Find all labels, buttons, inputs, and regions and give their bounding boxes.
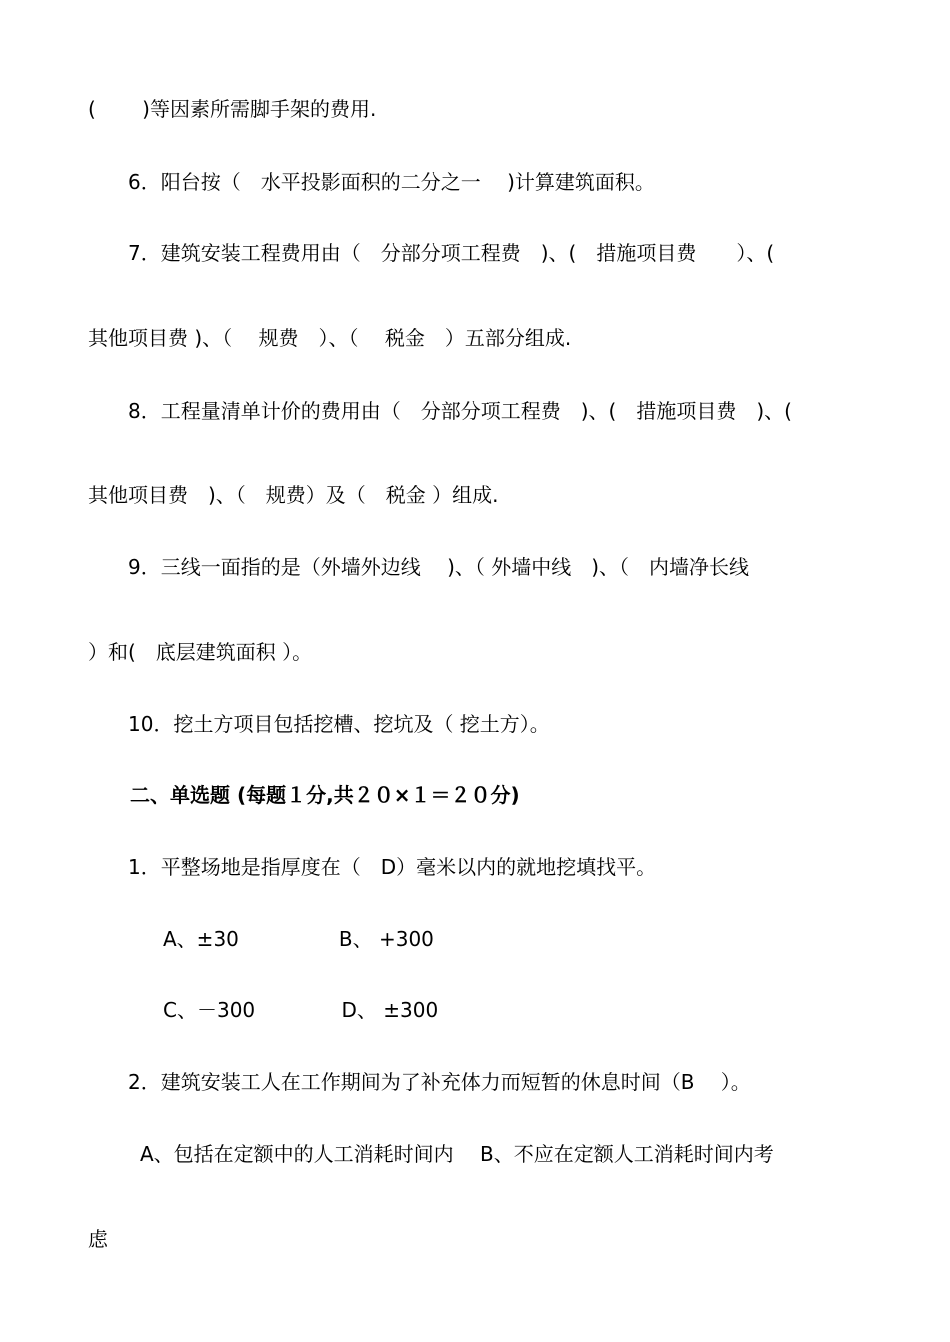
question-7: 7．建筑安装工程费用由（ 分部分项工程费 )、( 措施项目费 ）、( [128,241,775,265]
question-8: 8．工程量清单计价的费用由（ 分部分项工程费 )、( 措施项目费 )、( [128,399,792,423]
question-9-continued: ）和( 底层建筑面积 ）。 [88,640,313,664]
mc-question-1-options-ab: A、±30 B、 +300 [163,927,434,951]
question-9: 9．三线一面指的是（外墙外边线 )、（ 外墙中线 )、（ 内墙净长线 [128,555,750,579]
question-6: 6．阳台按（ 水平投影面积的二分之一 )计算建筑面积。 [128,170,655,194]
mc-question-2-options-ab: A、包括在定额中的人工消耗时间内 B、不应在定额人工消耗时间内考 [140,1142,774,1166]
text-line-scaffold-cost: ( )等因素所需脚手架的费用. [88,97,377,121]
mc-question-1-options-cd: C、－300 D、 ±300 [163,998,439,1022]
question-7-continued: 其他项目费 )、（ 规费 ）、（ 税金 ）五部分组成. [88,326,572,350]
section-heading-single-choice: 二、单选题 (每题１分,共２０×１＝２０分) [130,783,520,807]
question-10: 10．挖土方项目包括挖槽、挖坑及（ 挖土方）。 [128,712,550,736]
mc-question-1: 1．平整场地是指厚度在（ D）毫米以内的就地挖填找平。 [128,855,657,879]
question-8-continued: 其他项目费 )、（ 规费）及（ 税金 ）组成. [88,483,499,507]
mc-question-2-options-continued: 虑 [88,1227,108,1251]
mc-question-2: 2．建筑安装工人在工作期间为了补充体力而短暂的休息时间（B ）。 [128,1070,751,1094]
